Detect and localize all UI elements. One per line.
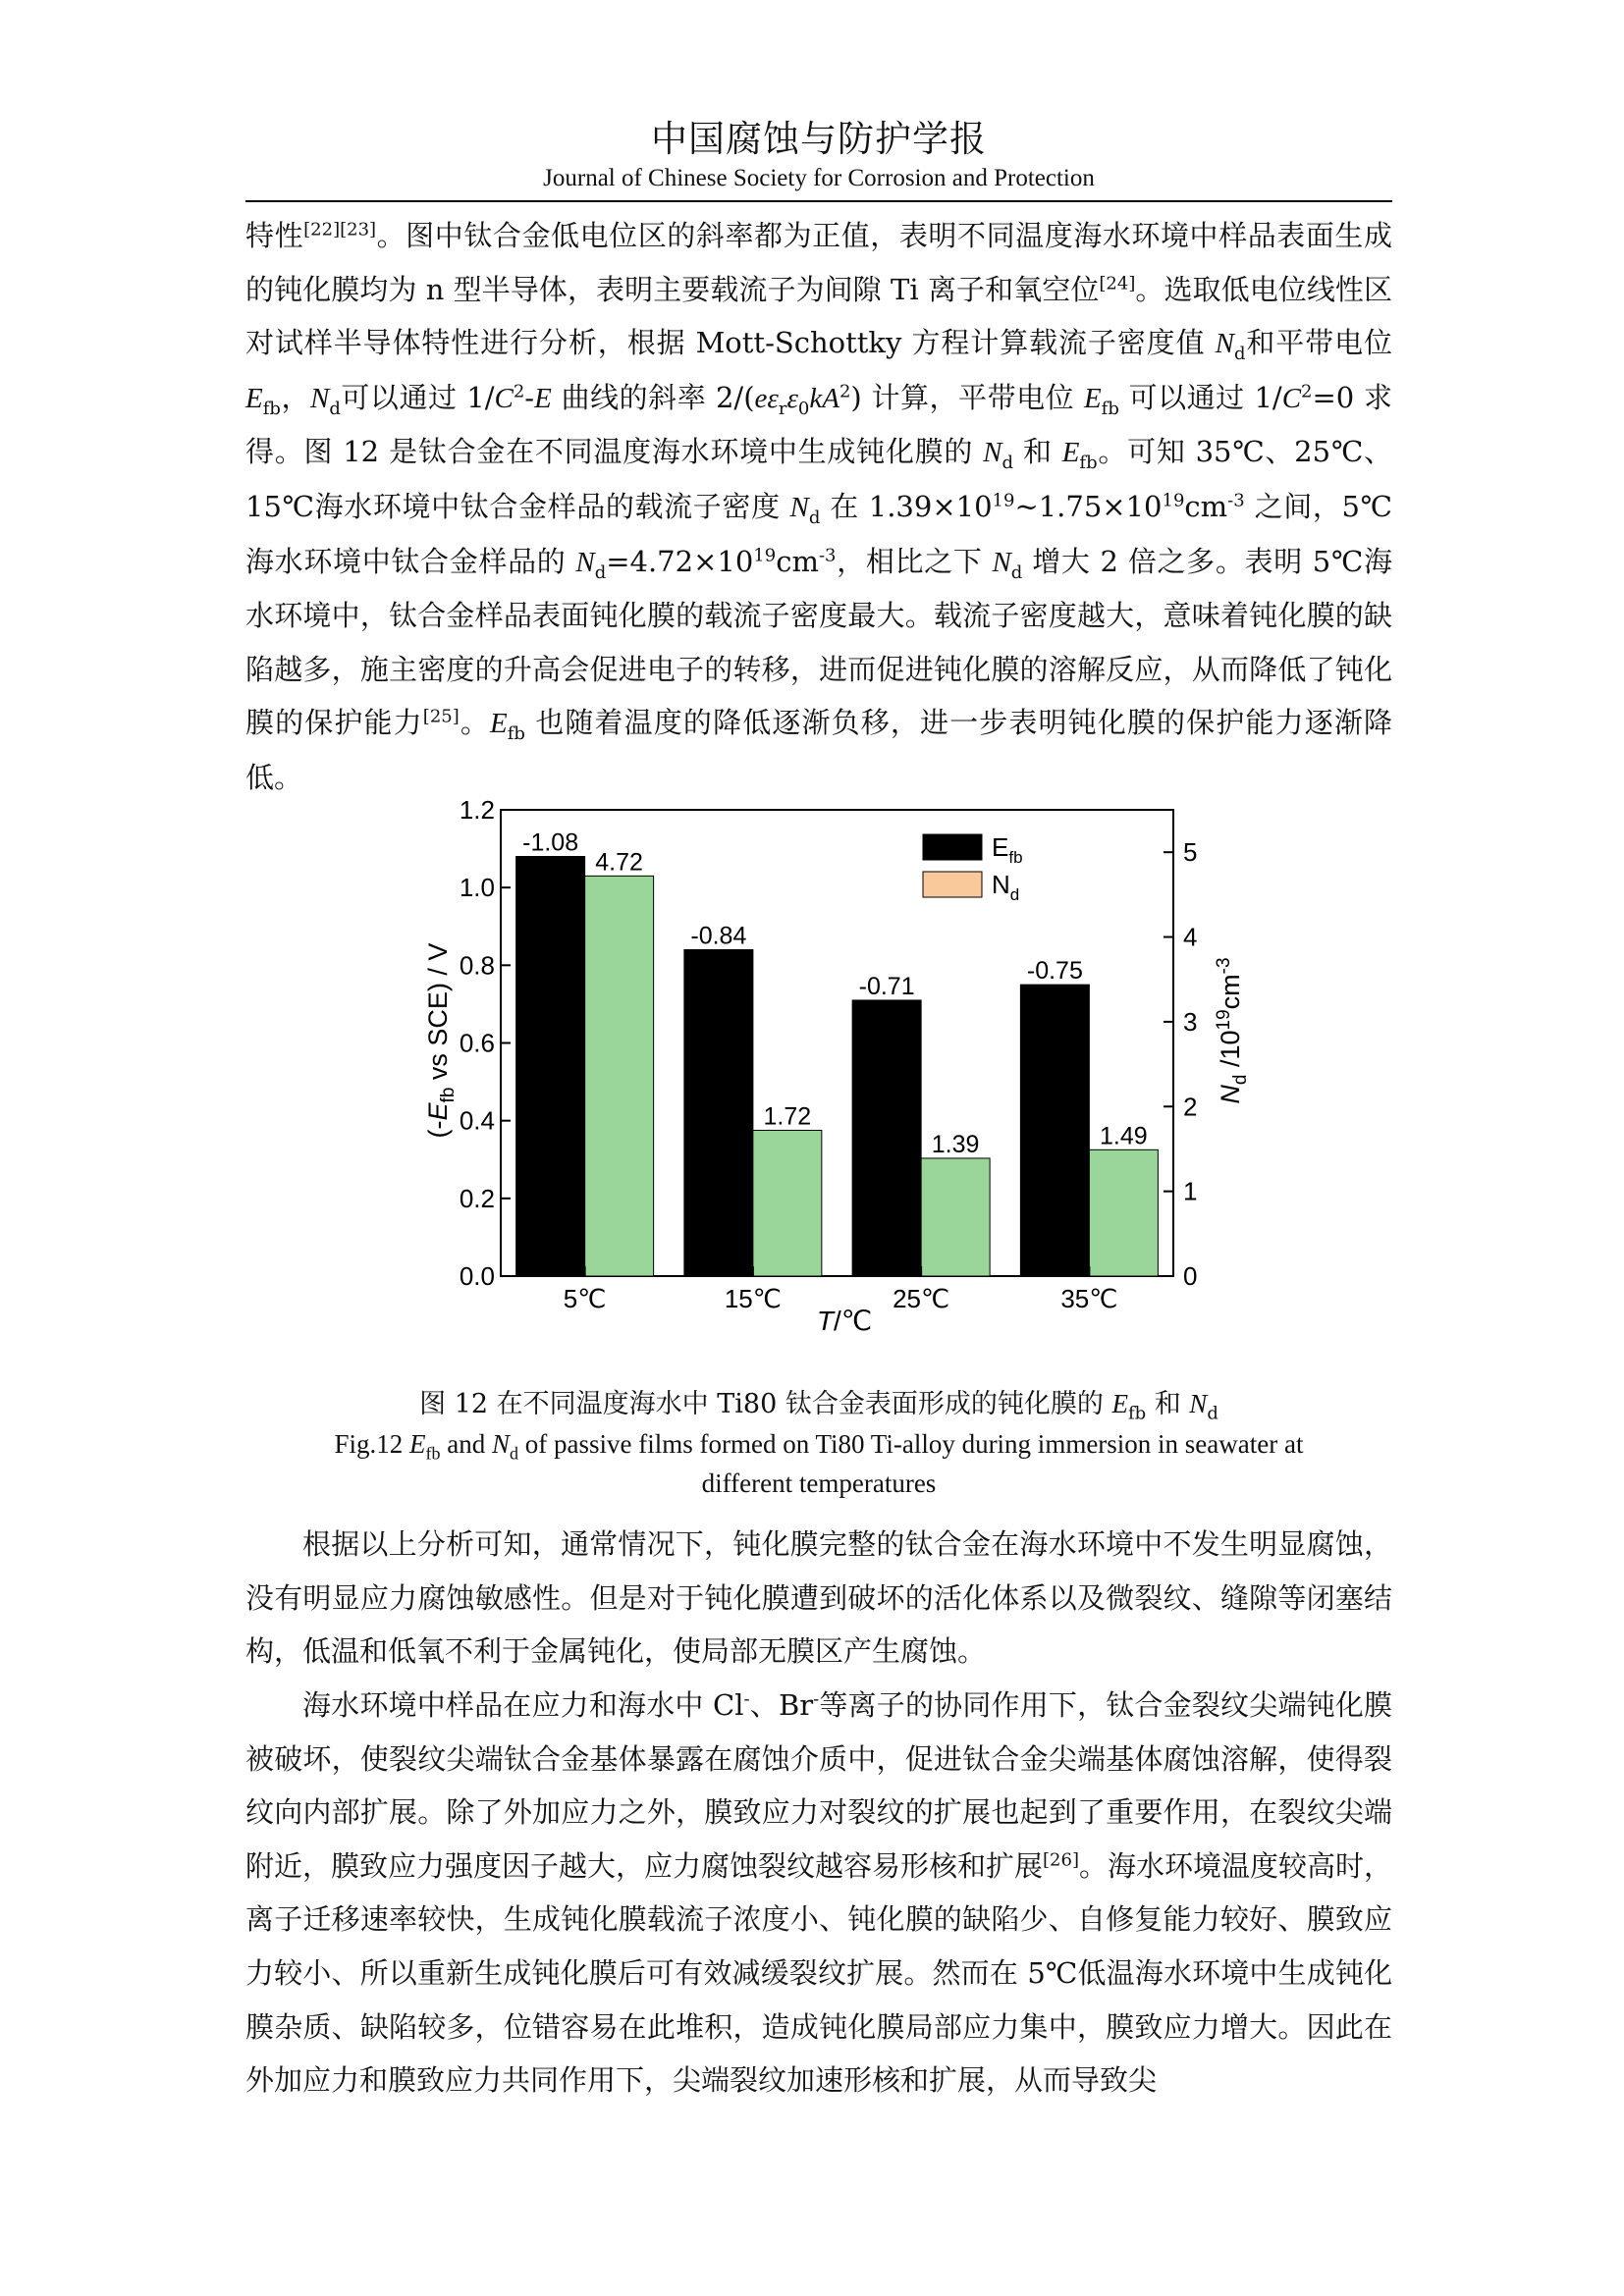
bar-efb [516, 857, 585, 1277]
y-left-tick-label: 0.6 [459, 1028, 495, 1058]
x-tick-label: 5℃ [563, 1284, 607, 1313]
data-label-nd: 4.72 [595, 848, 643, 877]
bar-efb [1020, 985, 1089, 1276]
journal-header [245, 116, 1392, 194]
bar-efb [684, 950, 753, 1277]
y-right-tick-label: 0 [1183, 1261, 1198, 1291]
citation-ref: [26] [1043, 1849, 1079, 1871]
y-right-tick-label: 4 [1183, 922, 1198, 952]
bar-nd [585, 876, 654, 1276]
citation-ref: [24] [1099, 272, 1136, 294]
bar-nd [753, 1130, 822, 1276]
citation-ref: [25] [422, 706, 460, 727]
bar-nd [1089, 1149, 1158, 1276]
header-divider [245, 200, 1392, 202]
y-left-tick-label: 0.0 [459, 1261, 495, 1291]
caption-en: Fig.12 $E_{fb}$ and $N_d$ of passive films formed on Ti80 Ti-alloy during immersion in seawater at different temperatures [334, 1429, 1304, 1498]
legend [923, 832, 1023, 904]
y-left-tick-label: 0.8 [459, 950, 495, 981]
x-tick-label: 15℃ [724, 1284, 782, 1313]
bar-efb [852, 1000, 921, 1276]
citation-ref: [22][23] [303, 219, 377, 240]
data-label-efb: -1.08 [522, 828, 579, 857]
legend-label-nd: $N_d$ [992, 870, 1020, 904]
y-axis-left-label: ($-E_{fb}$ vs SCE) / V [423, 942, 459, 1139]
y-right-tick-label: 1 [1183, 1176, 1198, 1206]
data-label-nd: 1.49 [1100, 1122, 1148, 1150]
legend-swatch-efb [923, 834, 982, 860]
y-left-tick-label: 0.2 [459, 1183, 495, 1213]
x-axis-label: T/℃ [816, 1306, 873, 1336]
y-right-tick-label: 5 [1183, 837, 1198, 868]
journal-title-en: Journal of Chinese Society for Corrosion and Protection [543, 165, 1095, 191]
bar-nd [921, 1158, 990, 1276]
data-label-nd: 1.72 [763, 1102, 812, 1131]
y-left-tick-label: 1.2 [459, 795, 495, 825]
legend-label-efb: $E_{fb}$ [992, 832, 1023, 867]
data-label-efb: -0.84 [690, 922, 747, 950]
data-label-nd: 1.39 [931, 1130, 980, 1158]
x-tick-label: 35℃ [1060, 1284, 1118, 1313]
caption-cn: 图 12 在不同温度海水中 Ti80 钛合金表面形成的钝化膜的 $E_{fb}$ 和 $N_d$ [419, 1389, 1218, 1424]
y-right-tick-label: 3 [1183, 1006, 1198, 1037]
y-left-tick-label: 0.4 [459, 1105, 495, 1136]
paragraph-3: 海水环境中样品在应力和海水中 Cl-、Br-等离子的协同作用下，钛合金裂纹尖端钝化膜被破坏，使裂纹尖端钛合金基体暴露在腐蚀介质中，促进钛合金尖端基体腐蚀溶解，使得裂纹向内部扩展。除了外加应力之外，膜致应力对裂纹的扩展也起到了重要作用，在裂纹尖端附近，膜致应力强度因子越大，应力腐蚀裂纹越容易形核和扩展[26]。海水环境温度较高时，离子迁移速率较快，生成钝化膜载流子浓度小、钝化膜的缺陷少、自修复能力较好、膜致应力较小、所以重新生成钝化膜后可有效减缓裂纹扩展。然而在 5℃低温海水环境中生成钝化膜杂质、缺陷较多，位错容易在此堆积，造成钝化膜局部应力集中，膜致应力增大。因此在外加应力和膜致应力共同作用下，尖端裂纹加速形核和扩展，从而导致尖 [245, 1688, 1392, 2098]
y-left-tick-label: 1.0 [459, 873, 495, 903]
x-tick-label: 25℃ [893, 1284, 950, 1313]
figure-12-bar-chart [403, 785, 1267, 1345]
legend-swatch-nd [923, 872, 982, 897]
y-axis-right-label: $N_d$ $/10^{19}cm^{-3}$ [1214, 957, 1251, 1104]
y-right-tick-label: 2 [1183, 1092, 1198, 1122]
journal-title-cn: 中国腐蚀与防护学报 [651, 118, 987, 160]
data-label-efb: -0.75 [1026, 957, 1083, 986]
paragraph-1: 特性[22][23]。图中钛合金低电位区的斜率都为正值，表明不同温度海水环境中样品表面生成的钝化膜均为 n 型半导体，表明主要载流子为间隙 Ti 离子和氧空位[24]。选取低电位线性区对试样半导体特性进行分析，根据 Mott-Schottky 方程计算载流子密度值 $N_d$和平带电位 $E_{fb}$，$N_d$可以通过 $1/C^2-E$ 曲线的斜率 $2/(e\varepsilon_r\varepsilon_0kA^2)$ 计算，平带电位 $E_{fb}$ 可以通过 $1/C^2=0$ 求得。图 12 是钛合金在不同温度海水环境中生成钝化膜的 $N_d$ 和 $E_{fb}$。可知 35℃、25℃、15℃海水环境中钛合金样品的载流子密度 $N_d$ 在 $1.39\times 10^{19}\sim 1.75\times 10^{19}cm^{-3}$ 之间，5℃海水环境中钛合金样品的 $N_d=4.72\times 10^{19}cm^{-3}$，相比之下 $N_d$ 增大 2 倍之多。表明 5℃海水环境中，钛合金样品表面钝化膜的载流子密度最大。载流子密度越大，意味着钝化膜的缺陷越多，施主密度的升高会促进电子的转移，进而促进钝化膜的溶解反应，从而降低了钝化膜的保护能力[25]。$E_{fb}$ 也随着温度的降低逐渐负移，进一步表明钝化膜的保护能力逐渐降低。 [245, 219, 1393, 794]
bars [516, 857, 1159, 1277]
data-label-efb: -0.71 [858, 972, 915, 1000]
figure-caption [245, 1384, 1392, 1503]
paragraph-2: 根据以上分析可知，通常情况下，钝化膜完整的钛合金在海水环境中不发生明显腐蚀，没有明显应力腐蚀敏感性。但是对于钝化膜遭到破坏的活化体系以及微裂纹、缝隙等闭塞结构，低温和低氧不利于金属钝化，使局部无膜区产生腐蚀。 [245, 1527, 1392, 1669]
